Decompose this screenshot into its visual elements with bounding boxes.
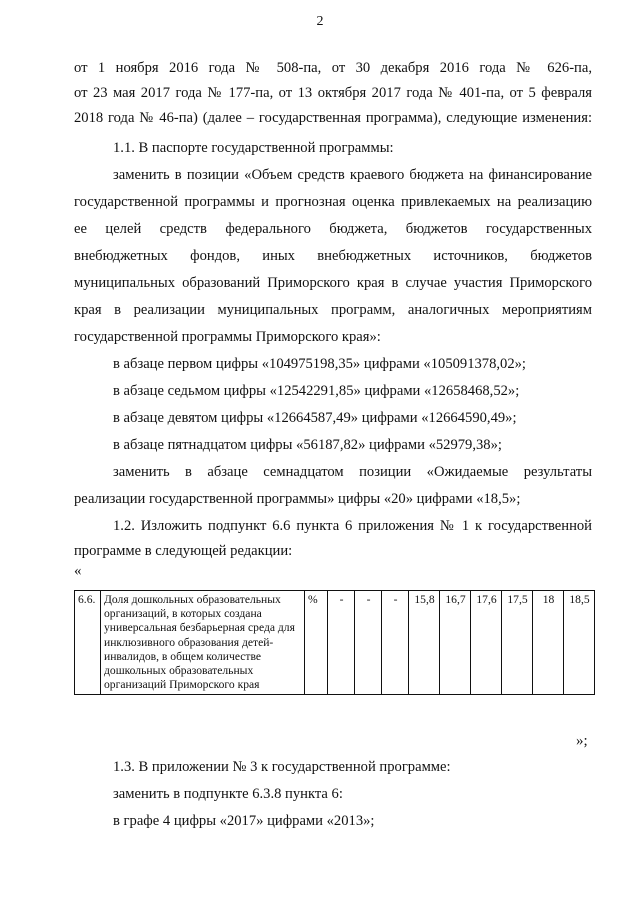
replace-line-4: внебюджетных фондов, иных внебюджетных источников, бюджетов xyxy=(74,248,592,264)
value-cell-3: 17,6 xyxy=(471,591,502,695)
point-1-3: 1.3. В приложении № 3 к государственной программе: xyxy=(113,759,451,775)
unit-cell: % xyxy=(305,591,328,695)
abzac-17-line-2: реализации государственной программы» цифры «20» цифрами «18,5»; xyxy=(74,491,521,507)
page-number: 2 xyxy=(316,14,324,29)
quote-open: « xyxy=(74,563,82,579)
row-number: 6.6. xyxy=(75,591,101,695)
replace-line-2: государственной программы и прогнозная оценка привлекаемых на реализацию xyxy=(74,194,592,210)
dash-cell-1: - xyxy=(328,591,355,695)
replace-line-6: края в реализации муниципальных программ, аналогичных мероприятиям xyxy=(74,302,592,318)
indicator-table xyxy=(74,590,595,695)
value-cell-2: 16,7 xyxy=(440,591,471,695)
value-cell-1: 15,8 xyxy=(409,591,440,695)
point-1-2-line-1: 1.2. Изложить подпункт 6.6 пункта 6 приложения № 1 к государственной xyxy=(113,518,592,534)
replace-line-5: муниципальных образований Приморского края в случае участия Приморского xyxy=(74,275,592,291)
sub-6-3-8: заменить в подпункте 6.3.8 пункта 6: xyxy=(113,786,343,802)
indicator-name: Доля дошкольных образовательных организаций, в которых создана универсальная безбарьерная среда для инклюзивного образования детей-инвалидов, в общем количестве дошкольных образовательных организаций Приморского края xyxy=(101,591,305,695)
intro-line-2: от 23 мая 2017 года № 177-па, от 13 октября 2017 года № 401-па, от 5 февраля xyxy=(74,85,592,101)
replace-line-3: ее целей средств федерального бюджета, бюджетов государственных xyxy=(74,221,592,237)
value-cell-4: 17,5 xyxy=(502,591,533,695)
quote-close: »; xyxy=(576,733,588,749)
replace-line-7: государственной программы Приморского края»: xyxy=(74,329,381,345)
table-row xyxy=(75,591,595,695)
point-1-2-line-2: программе в следующей редакции: xyxy=(74,543,293,559)
abzac-17-line-1: заменить в абзаце семнадцатом позиции «Ожидаемые результаты xyxy=(113,464,592,480)
abzac-15: в абзаце пятнадцатом цифры «56187,82» цифрами «52979,38»; xyxy=(113,437,502,453)
dash-cell-3: - xyxy=(382,591,409,695)
intro-line-1: от 1 ноября 2016 года № 508-па, от 30 декабря 2016 года № 626-па, xyxy=(74,60,592,76)
abzac-1: в абзаце первом цифры «104975198,35» цифрами «105091378,02»; xyxy=(113,356,526,372)
replace-line-1: заменить в позиции «Объем средств краевого бюджета на финансирование xyxy=(113,167,592,183)
abzac-7: в абзаце седьмом цифры «12542291,85» цифрами «12658468,52»; xyxy=(113,383,520,399)
value-cell-5: 18 xyxy=(533,591,564,695)
point-1-1: 1.1. В паспорте государственной программы: xyxy=(113,140,394,156)
grafa-4: в графе 4 цифры «2017» цифрами «2013»; xyxy=(113,813,375,829)
value-cell-6: 18,5 xyxy=(564,591,595,695)
intro-line-3: 2018 года № 46-па) (далее – государственная программа), следующие изменения: xyxy=(74,110,592,126)
dash-cell-2: - xyxy=(355,591,382,695)
abzac-9: в абзаце девятом цифры «12664587,49» цифрами «12664590,49»; xyxy=(113,410,517,426)
